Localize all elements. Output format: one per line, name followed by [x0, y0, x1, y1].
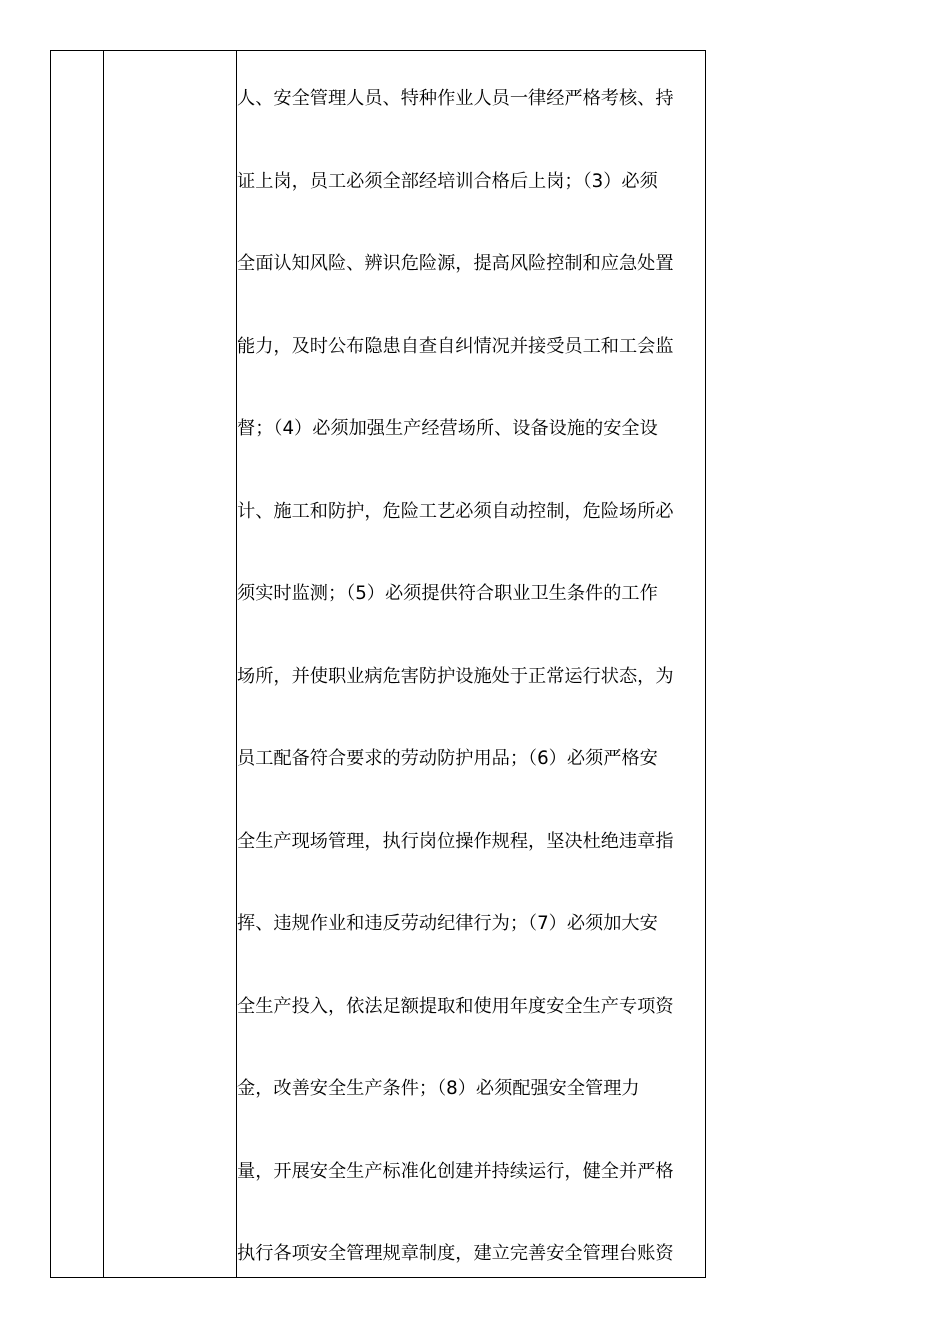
text-line: 员工配备符合要求的劳动防护用品；（6）必须严格安 — [237, 748, 658, 769]
content-cell — [237, 71, 703, 1309]
text-line: 能力，及时公布隐患自查自纠情况并接受员工和工会监 — [237, 335, 674, 357]
text-line: 人、安全管理人员、特种作业人员一律经严格考核、持 — [237, 88, 674, 109]
text-line: 督；（4）必须加强生产经营场所、设备设施的安全设 — [237, 418, 658, 439]
text-line: 计、施工和防护，危险工艺必须自动控制，危险场所必 — [237, 500, 674, 522]
text-line: 场所，并使职业病危害防护设施处于正常运行状态，为 — [237, 665, 674, 687]
text-line: 量，开展安全生产标准化创建并持续运行，健全并严格 — [237, 1160, 674, 1182]
document-table — [50, 50, 706, 1278]
text-line: 全生产投入，依法足额提取和使用年度安全生产专项资 — [237, 995, 674, 1017]
text-line: 挥、违规作业和违反劳动纪律行为；（7）必须加大安 — [237, 913, 658, 934]
text-line: 全生产现场管理，执行岗位操作规程，坚决杜绝违章指 — [237, 830, 674, 852]
text-line: 金，改善安全生产条件；（8）必须配强安全管理力 — [237, 1078, 640, 1099]
column-divider-1 — [103, 51, 104, 1277]
text-line: 全面认知风险、辨识危险源，提高风险控制和应急处置 — [237, 253, 674, 274]
text-line: 执行各项安全管理规章制度，建立完善安全管理台账资 — [237, 1243, 674, 1264]
text-line: 须实时监测；（5）必须提供符合职业卫生条件的工作 — [237, 583, 658, 604]
text-line: 证上岗，员工必须全部经培训合格后上岗；（3）必须 — [237, 170, 658, 192]
